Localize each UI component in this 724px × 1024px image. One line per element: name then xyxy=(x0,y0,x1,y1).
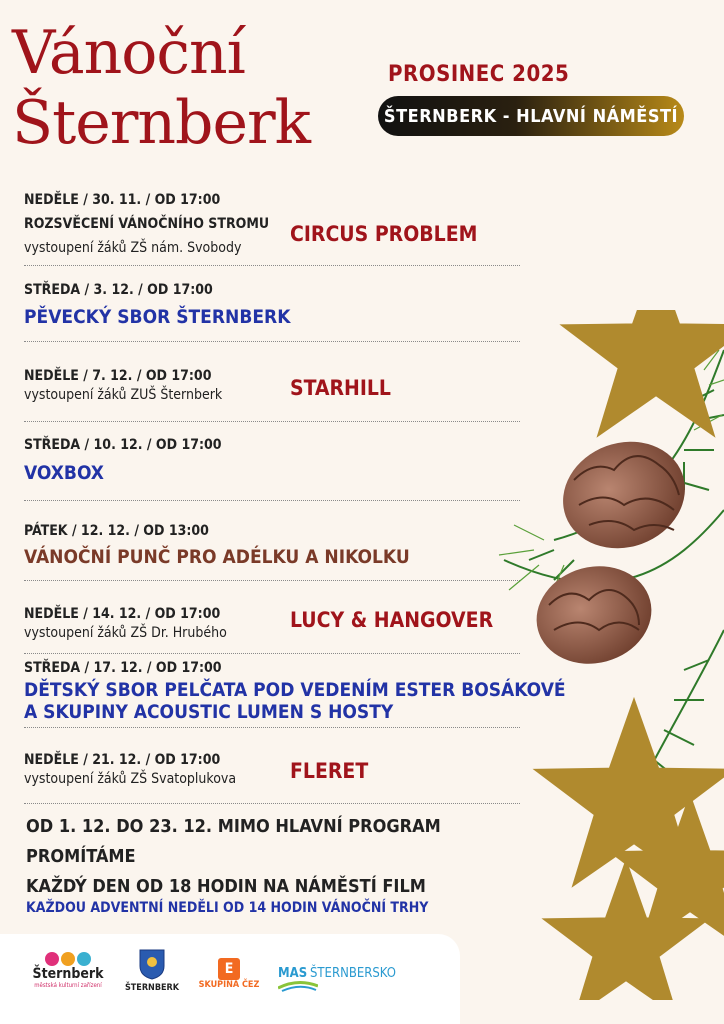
event-performer: VÁNOČNÍ PUNČ PRO ADÉLKU A NIKOLKU xyxy=(24,546,410,568)
event-subtitle: vystoupení žáků ZŠ Svatoplukova xyxy=(24,771,237,787)
month-label: PROSINEC 2025 xyxy=(388,62,570,87)
divider xyxy=(24,653,520,654)
event-date: NEDĚLE / 30. 11. / OD 17:00 xyxy=(24,192,221,208)
divider xyxy=(24,265,520,266)
cez-name: SKUPINA ČEZ xyxy=(198,980,260,990)
town-logo xyxy=(122,948,182,993)
pine-cone-icon xyxy=(548,425,700,565)
divider xyxy=(24,803,520,804)
town-name: ŠTERNBERK xyxy=(124,983,180,993)
event-performer: FLERET xyxy=(290,759,369,783)
title-line-2: Šternberk xyxy=(12,88,311,158)
event-performer: STARHILL xyxy=(290,376,391,400)
partners-footer xyxy=(0,934,460,1024)
event-item xyxy=(24,606,520,654)
event-item xyxy=(24,660,566,728)
event-date: NEDĚLE / 14. 12. / OD 17:00 xyxy=(24,606,221,622)
event-subtitle: ROZSVĚCENÍ VÁNOČNÍHO STROMU xyxy=(24,216,270,232)
event-date: STŘEDA / 3. 12. / OD 17:00 xyxy=(24,282,213,298)
film-note-line-1: OD 1. 12. DO 23. 12. MIMO HLAVNÍ PROGRAM PROMÍTÁME xyxy=(26,816,441,867)
event-performer-line-2: A SKUPINY ACOUSTIC LUMEN S HOSTY xyxy=(24,701,394,723)
mkz-badge-icon xyxy=(28,952,108,966)
event-subtitle: vystoupení žáků ZŠ Dr. Hrubého xyxy=(24,625,227,641)
cez-logo xyxy=(194,958,264,990)
event-item xyxy=(24,437,520,501)
advent-note: KAŽDOU ADVENTNÍ NEDĚLI OD 14 HODIN VÁNOČNÍ TRHY xyxy=(26,900,429,916)
coat-of-arms-icon xyxy=(138,948,166,980)
event-date: STŘEDA / 17. 12. / OD 17:00 xyxy=(24,660,222,676)
event-item xyxy=(24,368,520,422)
event-subtitle: vystoupení žáků ZUŠ Šternberk xyxy=(24,387,223,403)
mas-name: ŠTERNBERSKO xyxy=(309,966,396,981)
event-date: NEDĚLE / 7. 12. / OD 17:00 xyxy=(24,368,212,384)
mkz-name: Šternberk xyxy=(32,966,104,982)
event-item xyxy=(24,192,520,266)
divider xyxy=(24,421,520,422)
event-item xyxy=(24,282,520,342)
mas-prefix: MAS xyxy=(278,966,308,981)
title-line-1: Vánoční xyxy=(12,18,245,88)
divider xyxy=(24,580,520,581)
film-note xyxy=(26,812,526,902)
event-performer: LUCY & HANGOVER xyxy=(290,608,494,632)
mkz-logo xyxy=(28,952,108,989)
event-item xyxy=(24,523,520,581)
event-date: PÁTEK / 12. 12. / OD 13:00 xyxy=(24,523,209,539)
event-subtitle: vystoupení žáků ZŠ nám. Svobody xyxy=(24,240,242,256)
event-performer: VOXBOX xyxy=(24,462,104,484)
mkz-subtitle: městská kulturní zařízení xyxy=(34,982,102,989)
christmas-decoration xyxy=(494,310,724,1000)
divider xyxy=(24,727,520,728)
film-note-line-2: KAŽDÝ DEN OD 18 HODIN NA NÁMĚSTÍ FILM xyxy=(26,876,426,897)
place-badge xyxy=(378,96,684,136)
divider xyxy=(24,341,520,342)
pine-cone-icon xyxy=(526,554,663,677)
event-performer: CIRCUS PROBLEM xyxy=(290,222,478,246)
event-performer-line-1: DĚTSKÝ SBOR PELČATA POD VEDENÍM ESTER BOSÁKOVÉ xyxy=(24,679,566,701)
page-title xyxy=(12,18,310,158)
mas-logo-icon xyxy=(278,978,318,992)
event-item xyxy=(24,752,520,804)
cez-logo-icon: E xyxy=(218,958,240,980)
mas-logo xyxy=(278,966,438,981)
event-date: NEDĚLE / 21. 12. / OD 17:00 xyxy=(24,752,221,768)
divider xyxy=(24,500,520,501)
place-label: ŠTERNBERK - HLAVNÍ NÁMĚSTÍ xyxy=(383,105,679,127)
event-date: STŘEDA / 10. 12. / OD 17:00 xyxy=(24,437,222,453)
event-performer: PĚVECKÝ SBOR ŠTERNBERK xyxy=(24,306,291,328)
